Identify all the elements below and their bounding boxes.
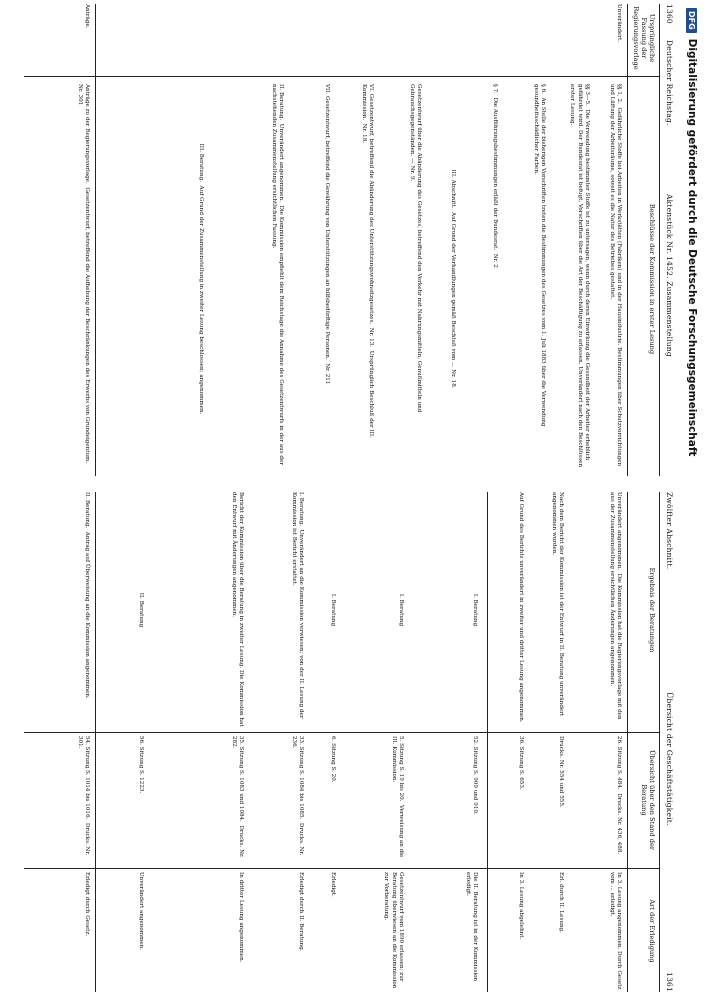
- right-row-9-result: II. Beratung: [138, 592, 144, 628]
- left-entry-label: Unverändert.: [616, 4, 622, 42]
- right-row-2-result: Nach dem Bericht der Kommission ist der Entwurf in II. Beratung unverändert angenommen worden.: [550, 492, 564, 718]
- right-column-divider-1: [24, 732, 660, 733]
- left-entry-7: VI. Gesetzentwurf, betreffend die Abänderung des Unterstützungswohnsitzgesetzes. Nr. 13. Ursprünglich Beschluß der III. Kommission. Nr. 18.: [360, 84, 374, 440]
- right-column-divider-2: [24, 868, 660, 869]
- right-row-6-status: 6. Sitzung S. 20.: [330, 736, 336, 783]
- dfg-logo: DFG: [687, 8, 698, 33]
- right-row-3-disposition: In 3. Lesung abgelehnt.: [518, 872, 524, 940]
- right-row-4-status: 52. Sitzung S. 909 und 910.: [472, 736, 478, 815]
- left-page-number: 1360: [665, 4, 674, 24]
- right-row-10-status: 54. Sitzung S. 1014 bis 1016. Drucks. Nr. 301.: [76, 736, 90, 858]
- left-col-head-2: Beschlüsse der Kommission in erster Lesung: [648, 203, 656, 355]
- left-entry-10: III. Beratung. Auf Grund der Zusammenstellung in zweiter Lesung beschlossen; angenommen.: [198, 143, 204, 415]
- right-row-10-result: II. Beratung. Antrag auf Überweisung an die Kommission angenommen.: [84, 492, 90, 699]
- right-row-1-disposition: In 3. Lesung angenommen. Durch Gesetz vom ... erledigt.: [608, 872, 622, 992]
- left-header-rule: [627, 4, 628, 476]
- right-bottom-rule: [95, 492, 96, 992]
- left-antrage-text: Anträge zu der Regierungsvorlage. Gesetzentwurf, betreffend die Aufhebung der Beschränkungen des Erwerbs von Grundeigentum. Nr. 301: [76, 84, 90, 467]
- dfg-watermark-text: Digitalisierung gefördert durch die Deutsche Forschungsgemeinschaft: [686, 38, 698, 457]
- left-col-head-1: Ursprüngliche Fassung der Regierungsvorlage: [632, 6, 656, 70]
- right-col-head-3: Art der Erledigung: [648, 899, 656, 963]
- right-row-8-result: Bericht der Kommission über die Beratung in zweiter Lesung. Die Kommission hat den Entwurf mit Änderungen angenommen.: [230, 492, 244, 729]
- right-header-rule: [627, 492, 628, 992]
- right-running-head-subtitle: Übersicht der Geschäftstätigkeit.: [665, 692, 674, 826]
- right-row-2-disposition: Erl. durch II. Lesung.: [558, 872, 564, 933]
- dfg-watermark: [682, 8, 702, 992]
- right-row-2-status: Drucks. Nr. 554 und 555.: [558, 736, 564, 808]
- right-col-head-2: Übersicht über den Stand der Beratung: [640, 749, 656, 851]
- left-running-head: [660, 4, 674, 476]
- right-row-3-status: 36. Sitzung S. 653.: [518, 736, 524, 790]
- left-entry-8: VII. Gesetzentwurf, betreffend die Gewährung von Unterstützungen an hilfsbedürftige Personen. Nr. 211: [324, 84, 330, 385]
- left-entry-2: §§ 3—5. Die Verwendung bestimmter Stoffe ist zu untersagen, wenn durch deren Einwirkung die Gesundheit der Arbeiter erheblich gefährdet wird. Der Bundesrat ist befugt, Vorschriften über die Art der Beschäftigung zu erlassen. Unverändert nach den Beschlüssen erster Lesung.: [569, 84, 590, 469]
- right-running-head-title: Zwölfter Abschnitt.: [665, 492, 674, 570]
- right-row-3-result: Auf Grund des Berichts unverändert in zweiter und dritter Lesung angenommen.: [518, 492, 524, 723]
- right-row-rule-1: [487, 492, 488, 992]
- right-col-head-1: Ergebnis der Beratungen: [648, 567, 656, 653]
- right-row-5-disposition: Gesetzentwurf vom 1890 erlassen; zur Beratung überwiesen an die Kommission zur Vorberatung.: [383, 872, 404, 991]
- right-row-9-disposition: Unverändert angenommen.: [138, 872, 144, 951]
- left-entry-6: Gesetzentwurf über die Abänderung des Gesetzes, betreffend den Verkehr mit Nahrungsmitteln, Genußmitteln und Gebrauchsgegenständen. — Nr. 9.: [408, 84, 422, 415]
- left-entry-9: II. Beratung. Unverändert angenommen. Die Kommission empfiehlt dem Reichstage die Annahme des Gesetzentwurfs in der aus der nachstehenden Zusammenstellung ersichtlichen Fassung.: [270, 84, 284, 467]
- right-row-1-status: 26. Sitzung S. 484. Drucks. Nr. 436, 488.: [616, 736, 622, 855]
- right-row-6-result: I. Beratung: [330, 593, 336, 627]
- left-entry-1: §§ 1, 2. Gefährliche Stoffe bei Arbeiten in Werkstätten (Fabriken) und in der Hausindustrie. Bestimmungen über Schutzvorrichtungen und Lüftung der Arbeitsräume, soweit es die Natur des Betriebes gestattet.: [608, 84, 622, 468]
- right-row-4-result: I. Beratung: [472, 593, 478, 627]
- right-page: [6, 492, 674, 992]
- right-row-5-result: I. Beratung: [398, 593, 404, 627]
- right-running-head: [660, 492, 674, 992]
- right-row-6-disposition: Erledigt.: [330, 872, 336, 897]
- left-running-head-subtitle: Aktenstück Nr. 1452. Zusammenstellung: [665, 194, 674, 357]
- right-row-5-status: 5. Sitzung S. 19 bis 20. Verweisung an die III. Kommission.: [390, 736, 404, 860]
- left-entry-4: § 7. Die Ausführungsbestimmungen erläßt der Bundesrat. Nr. 2: [492, 84, 498, 268]
- right-row-7-status: 33. Sitzung S. 1084 bis 1085. Drucks. Nr. 236.: [290, 736, 304, 858]
- right-row-7-result: I. Beratung. Unverändert an die Kommission verwiesen; von der II. Lesung der Kommission ist Bericht erstattet.: [290, 492, 304, 721]
- right-row-8-status: 35. Sitzung S. 1083 und 1084. Drucks. Nr. 282.: [230, 736, 244, 860]
- right-row-10-disposition: Erledigt durch Gesetz.: [84, 872, 90, 937]
- right-row-9-status: 56. Sitzung S. 1223.: [138, 736, 144, 794]
- right-row-1-result: Unverändert angenommen. Die Kommission hat die Regierungsvorlage mit den aus der Zusammenstellung ersichtlichen Änderungen angenommen.: [608, 492, 622, 722]
- right-page-number: 1361: [665, 972, 674, 992]
- right-row-4-disposition: Die II. Beratung ist in der Kommission erledigt.: [464, 872, 478, 983]
- left-antrage-label: Anträge.: [84, 4, 90, 29]
- dfg-watermark-band: [684, 8, 704, 992]
- right-top-rule: [659, 492, 660, 992]
- left-entry-3: § 6. An Stelle der bisherigen Vorschriften treten die Bestimmungen des Gesetzes vom 1. Juli 1883 über die Verwendung gesundheitsschädlicher Farben.: [532, 84, 546, 429]
- left-running-head-title: Deutscher Reichstag.: [665, 40, 674, 126]
- left-column-divider: [24, 76, 660, 77]
- left-bottom-rule: [95, 4, 96, 476]
- left-entry-5: III. Abschnitt. Auf Grund der Verhandlungen gemäß Beschluß vom ... Nr. 18.: [450, 169, 456, 389]
- right-row-8-disposition: In dritter Lesung angenommen.: [238, 872, 244, 963]
- right-row-7-disposition: Erledigt durch II. Beratung.: [298, 872, 304, 952]
- left-top-rule: [659, 4, 660, 476]
- left-page: [6, 4, 674, 476]
